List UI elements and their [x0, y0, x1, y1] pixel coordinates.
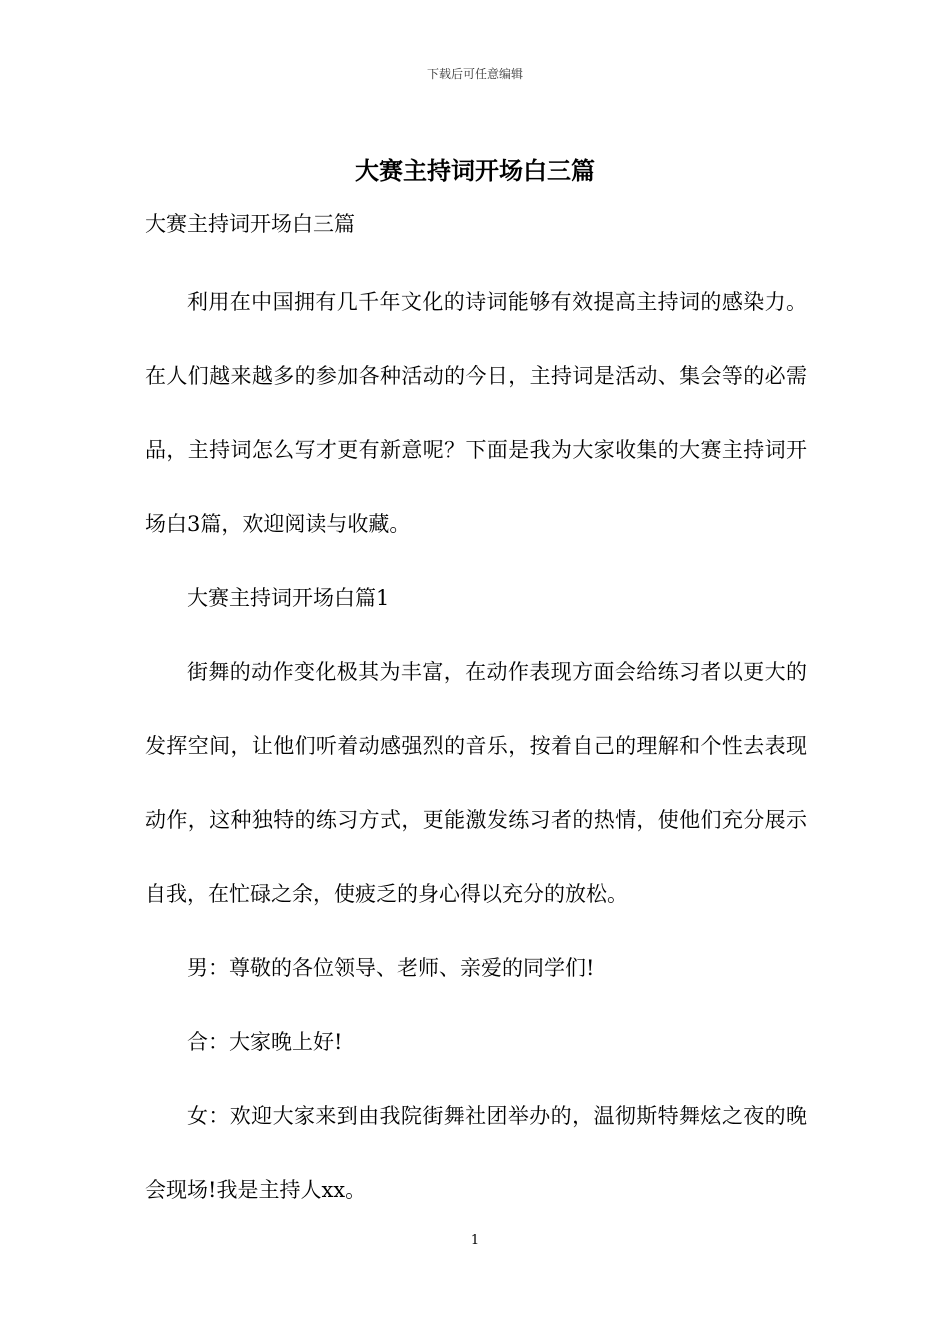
body-paragraph: 街舞的动作变化极其为丰富，在动作表现方面会给练习者以更大的发挥空间，让他们听着动感强烈的音乐，按着自己的理解和个性去表现动作，这种独特的练习方式，更能激发练习者的热情，使他们充分展示自我，在忙碌之余，使疲乏的身心得以充分的放松。	[145, 660, 807, 906]
page-header-note: 下载后可任意编辑	[426, 67, 523, 81]
dialogue-line-female: 女：欢迎大家来到由我院街舞社团举办的，温彻斯特舞炫之夜的晚会现场!我是主持人xx。	[145, 1104, 807, 1202]
dialogue-line-male: 男：尊敬的各位领导、老师、亲爱的同学们!	[187, 956, 595, 980]
document-title: 大赛主持词开场白三篇	[355, 156, 595, 185]
section-heading-1: 大赛主持词开场白篇1	[187, 586, 390, 610]
dialogue-line-together: 合：大家晚上好!	[187, 1030, 343, 1054]
page-number: 1	[470, 1233, 480, 1248]
intro-paragraph: 利用在中国拥有几千年文化的诗词能够有效提高主持词的感染力。在人们越来越多的参加各种活动的今日，主持词是活动、集会等的必需品，主持词怎么写才更有新意呢？下面是我为大家收集的大赛主持词开场白3篇，欢迎阅读与收藏。	[145, 290, 807, 536]
document-body	[145, 265, 807, 1227]
document-subtitle: 大赛主持词开场白三篇	[145, 212, 355, 236]
